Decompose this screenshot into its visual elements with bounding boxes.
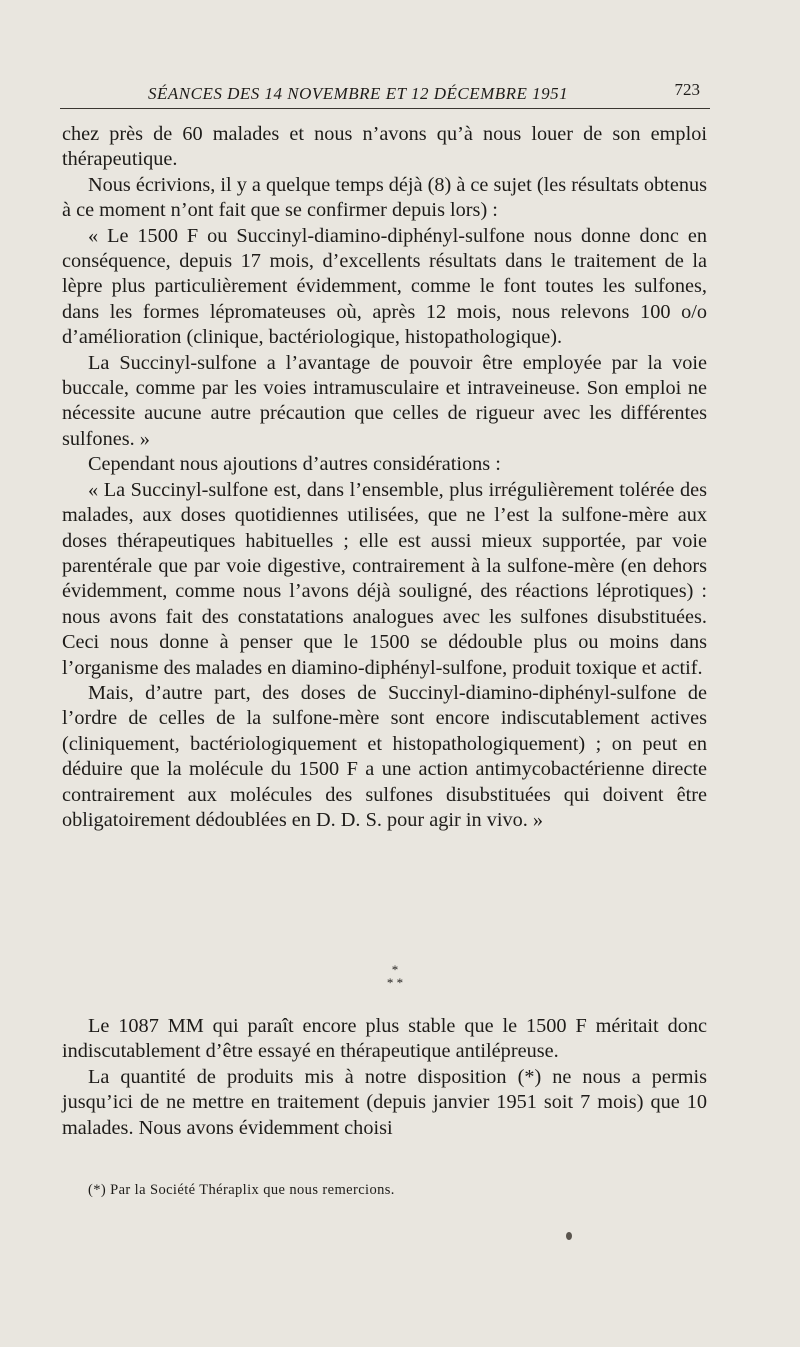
quote-paragraph: La Succinyl-sulfone a l’avantage de pouvoir être employée par la voie buccale, comme par les voies intramusculaire et intraveineuse. Son emploi ne nécessite aucune autre précaution que celles de rigueur avec les différentes sulfones. » [62,351,707,450]
separator-stars: * * [386,975,404,990]
ink-speck [566,1232,572,1240]
footnote: (*) Par la Société Théraplix que nous remercions. [88,1182,395,1198]
paragraph: Nous écrivions, il y a quelque temps déjà (8) à ce sujet (les résultats obtenus à ce moment n’ont fait que se confirmer depuis lors) : [62,173,707,222]
paragraph: La quantité de produits mis à notre disposition (*) ne nous a permis jusqu’ici de ne mettre en traitement (depuis janvier 1951 soit 7 mois) que 10 malades. Nous avons évidemment choisi [62,1065,707,1139]
main-text-continued [62,1014,707,1141]
quote-paragraph: « La Succinyl-sulfone est, dans l’ensemble, plus irrégulièrement tolérée des malades, aux doses quotidiennes utilisées, que ne l’est la sulfone-mère aux doses thérapeutiques habituelles ; elle est aussi mieux supportée, par voie parentérale que par voie digestive, contrairement à la sulfone-mère (en dehors évidemment, comme nous l’avons déjà souligné, des réactions léprotiques) : nous avons fait des constatations analogues avec les sulfones disubstituées. Ceci nous donne à penser que le 1500 se dédouble plus ou moins dans l’organisme des malades en diamino-diphényl-sulfone, produit toxique et actif. [62,478,707,679]
quote-paragraph: « Le 1500 F ou Succinyl-diamino-diphényl-sulfone nous donne donc en conséquence, depuis 17 mois, d’excellents résultats dans le traitement de la lèpre plus particulièrement évidemment, comme le font toutes les sulfones, dans les formes lépromateuses où, après 12 mois, nous relevons 100 o/o d’amélioration (clinique, bactériologique, histopathologique). [62,224,707,349]
main-text [62,122,707,833]
running-header [60,80,710,109]
paragraph: chez près de 60 malades et nous n’avons qu’à nous louer de son emploi thérapeutique. [62,123,707,171]
page-number: 723 [674,80,700,99]
header-title: SÉANCES DES 14 NOVEMBRE ET 12 DÉCEMBRE 1951 [148,84,569,103]
paragraph: Le 1087 MM qui paraît encore plus stable que le 1500 F méritait donc indiscutablement d’être essayé en thérapeutique antilépreuse. [62,1015,707,1063]
separator-star: * [391,962,399,977]
section-separator [370,963,420,989]
paragraph: Cependant nous ajoutions d’autres considérations : [88,453,501,476]
quote-paragraph: Mais, d’autre part, des doses de Succinyl-diamino-diphényl-sulfone de l’ordre de celles de la sulfone-mère sont encore indiscutablement actives (cliniquement, bactériologiquement et histopathologiquement) ; on peut en déduire que la molécule du 1500 F a une action antimycobactérienne directe contrairement aux molécules des sulfones disubstituées qui doivent être obligatoirement dédoublées en D. D. S. pour agir in vivo. » [62,681,707,831]
